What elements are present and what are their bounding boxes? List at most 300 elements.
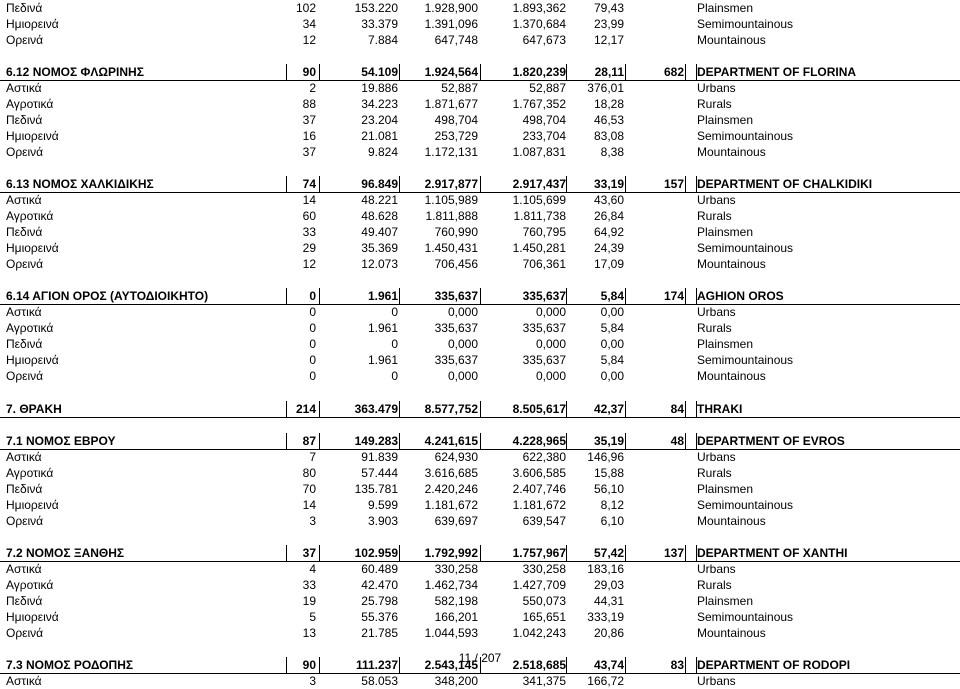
municipality-count-cell: 29 [302, 241, 316, 256]
population-cell: 149.283 [354, 433, 398, 448]
table-row [0, 32, 960, 48]
municipality-count-cell: 33 [302, 577, 316, 592]
altitude-code-cell [626, 609, 684, 625]
english-name-cell: Rurals [697, 97, 732, 112]
english-name-cell: Mountainous [697, 33, 766, 48]
english-name-cell: Plainsmen [697, 593, 754, 608]
english-name-cell: Mountainous [697, 625, 766, 640]
english-name-cell: Plainsmen [697, 113, 754, 128]
region-name-cell: Ημιορεινά [6, 609, 59, 624]
altitude-code-cell [626, 320, 684, 336]
land-area-cell: 1.042,243 [512, 625, 566, 640]
municipality-count-cell: 87 [302, 433, 316, 448]
altitude-code-cell [626, 368, 684, 384]
english-name-cell: Semimountainous [697, 17, 794, 32]
municipality-count-cell: 37 [302, 113, 316, 128]
total-area-cell: 624,930 [434, 449, 478, 464]
altitude-code-cell [626, 304, 684, 320]
table-row [0, 625, 960, 641]
region-name-cell: Πεδινά [6, 593, 43, 608]
density-cell: 56,10 [593, 481, 624, 496]
region-name-cell: Πεδινά [6, 225, 43, 240]
land-area-cell: 1.893,362 [512, 1, 566, 15]
density-cell: 57,42 [593, 545, 624, 560]
english-name-cell: DEPARTMENT OF RODOPI [697, 657, 851, 672]
english-name-cell: Rurals [697, 209, 732, 224]
altitude-code-cell: 137 [663, 545, 684, 560]
region-name-cell: Ορεινά [6, 625, 44, 640]
table-row [0, 144, 960, 160]
total-area-cell: 1.172,131 [424, 145, 478, 160]
english-name-cell: Rurals [697, 321, 732, 336]
altitude-code-cell [626, 96, 684, 112]
region-name-cell: Πεδινά [6, 1, 43, 15]
english-name-cell: AGHION OROS [697, 289, 784, 304]
english-name-cell: Urbans [697, 305, 736, 320]
region-name-cell: Αγροτικά [6, 321, 54, 336]
municipality-count-cell: 37 [302, 145, 316, 160]
population-cell: 57.444 [361, 465, 398, 480]
land-area-cell: 1.450,281 [512, 241, 566, 256]
total-area-cell: 1.181,672 [424, 497, 478, 512]
column-divider [685, 433, 686, 449]
land-area-cell: 760,795 [522, 225, 566, 240]
density-cell: 5,84 [600, 353, 624, 368]
land-area-cell: 2.407,746 [512, 481, 566, 496]
population-cell: 21.785 [361, 625, 398, 640]
altitude-code-cell: 84 [670, 401, 684, 416]
total-area-cell: 582,198 [434, 593, 478, 608]
density-cell: 376,01 [587, 81, 624, 96]
density-cell: 18,28 [593, 97, 624, 112]
land-area-cell: 341,375 [522, 673, 566, 688]
region-name-cell: 7.3 ΝΟΜΟΣ ΡΟΔΟΠΗΣ [6, 657, 134, 672]
region-name-cell: 6.13 ΝΟΜΟΣ ΧΑΛΚΙΔΙΚΗΣ [6, 177, 154, 192]
english-name-cell: Rurals [697, 465, 732, 480]
land-area-cell: 0,000 [535, 337, 566, 352]
land-area-cell: 0,000 [535, 305, 566, 320]
land-area-cell: 1.427,709 [512, 577, 566, 592]
altitude-code-cell [626, 673, 684, 689]
density-cell: 146,96 [587, 449, 624, 464]
municipality-count-cell: 74 [302, 177, 316, 192]
table-row [0, 256, 960, 272]
region-name-cell: 7.1 ΝΟΜΟΣ ΕΒΡΟΥ [6, 433, 116, 448]
table-row [0, 208, 960, 224]
region-name-cell: Αστικά [6, 673, 42, 688]
column-divider [685, 545, 686, 561]
total-area-cell: 1.924,564 [424, 65, 478, 80]
table-row [0, 0, 960, 16]
total-area-cell: 166,201 [434, 609, 478, 624]
municipality-count-cell: 3 [309, 673, 316, 688]
altitude-code-cell [626, 561, 684, 577]
land-area-cell: 1.181,672 [512, 497, 566, 512]
density-cell: 0,00 [600, 305, 624, 320]
total-area-cell: 1.928,900 [424, 1, 478, 15]
total-area-cell: 52,887 [441, 81, 478, 96]
total-area-cell: 498,704 [434, 113, 478, 128]
land-area-cell: 550,073 [522, 593, 566, 608]
land-area-cell: 3.606,585 [512, 465, 566, 480]
population-cell: 91.839 [361, 449, 398, 464]
population-cell: 21.081 [361, 129, 398, 144]
population-cell: 0 [391, 369, 398, 384]
density-cell: 0,00 [600, 337, 624, 352]
population-cell: 35.369 [361, 241, 398, 256]
english-name-cell: Urbans [697, 449, 736, 464]
density-cell: 43,60 [593, 193, 624, 208]
municipality-count-cell: 12 [302, 257, 316, 272]
total-area-cell: 1.871,677 [424, 97, 478, 112]
altitude-code-cell [626, 208, 684, 224]
english-name-cell: Plainsmen [697, 337, 754, 352]
section-header-row [0, 433, 960, 450]
english-name-cell: Urbans [697, 561, 736, 576]
land-area-cell: 8.505,617 [512, 401, 566, 416]
region-name-cell: Αγροτικά [6, 209, 54, 224]
english-name-cell: Semimountainous [697, 609, 794, 624]
total-area-cell: 2.420,246 [424, 481, 478, 496]
table-row [0, 192, 960, 208]
english-name-cell: Mountainous [697, 513, 766, 528]
blank-row [0, 48, 960, 64]
municipality-count-cell: 13 [302, 625, 316, 640]
land-area-cell: 4.228,965 [512, 433, 566, 448]
section-header-row [0, 545, 960, 562]
density-cell: 79,43 [593, 1, 624, 15]
table-row [0, 561, 960, 577]
total-area-cell: 0,000 [447, 305, 478, 320]
land-area-cell: 1.820,239 [512, 65, 566, 80]
section-header-row [0, 64, 960, 81]
total-area-cell: 760,990 [434, 225, 478, 240]
total-area-cell: 706,456 [434, 257, 478, 272]
population-cell: 96.849 [361, 177, 398, 192]
density-cell: 29,03 [593, 577, 624, 592]
region-name-cell: Αγροτικά [6, 97, 54, 112]
density-cell: 26,84 [593, 209, 624, 224]
column-divider [685, 64, 686, 80]
altitude-code-cell: 157 [663, 177, 684, 192]
total-area-cell: 1.391,096 [424, 17, 478, 32]
total-area-cell: 348,200 [434, 673, 478, 688]
density-cell: 17,09 [593, 257, 624, 272]
region-name-cell: Πεδινά [6, 113, 43, 128]
population-cell: 1.961 [367, 289, 398, 304]
region-name-cell: Αστικά [6, 561, 42, 576]
table-row [0, 96, 960, 112]
density-cell: 333,19 [587, 609, 624, 624]
population-cell: 42.470 [361, 577, 398, 592]
population-cell: 3.903 [367, 513, 398, 528]
density-cell: 42,37 [593, 401, 624, 416]
land-area-cell: 335,637 [522, 321, 566, 336]
total-area-cell: 2.917,877 [424, 177, 478, 192]
density-cell: 5,84 [600, 289, 624, 304]
municipality-count-cell: 33 [302, 225, 316, 240]
density-cell: 83,08 [593, 129, 624, 144]
region-name-cell: Ημιορεινά [6, 17, 59, 32]
density-cell: 166,72 [587, 673, 624, 688]
altitude-code-cell [626, 240, 684, 256]
population-cell: 1.961 [367, 321, 398, 336]
total-area-cell: 1.105,989 [424, 193, 478, 208]
municipality-count-cell: 0 [309, 305, 316, 320]
region-name-cell: Αστικά [6, 305, 42, 320]
total-area-cell: 330,258 [434, 561, 478, 576]
blank-row [0, 272, 960, 288]
english-name-cell: Semimountainous [697, 497, 794, 512]
total-area-cell: 639,697 [434, 513, 478, 528]
region-name-cell: Ημιορεινά [6, 353, 59, 368]
municipality-count-cell: 14 [302, 193, 316, 208]
land-area-cell: 647,673 [522, 33, 566, 48]
land-area-cell: 639,547 [522, 513, 566, 528]
region-name-cell: 7. ΘΡΑΚΗ [6, 401, 62, 416]
total-area-cell: 1.044,593 [424, 625, 478, 640]
table-row [0, 16, 960, 32]
municipality-count-cell: 0 [309, 289, 316, 304]
population-cell: 0 [391, 305, 398, 320]
section-header-row [0, 176, 960, 193]
population-cell: 60.489 [361, 561, 398, 576]
altitude-code-cell [626, 128, 684, 144]
altitude-code-cell [626, 192, 684, 208]
population-cell: 33.379 [361, 17, 398, 32]
land-area-cell: 233,704 [522, 129, 566, 144]
blank-row [0, 384, 960, 400]
table-row [0, 320, 960, 336]
land-area-cell: 1.767,352 [512, 97, 566, 112]
table-row [0, 593, 960, 609]
altitude-code-cell [626, 577, 684, 593]
total-area-cell: 2.543,145 [424, 657, 478, 672]
region-name-cell: Αγροτικά [6, 577, 54, 592]
altitude-code-cell [626, 0, 684, 16]
population-cell: 363.479 [354, 401, 398, 416]
column-divider [685, 176, 686, 192]
column-divider [685, 288, 686, 304]
table-row [0, 577, 960, 593]
section-header-row [0, 288, 960, 305]
total-area-cell: 335,637 [434, 321, 478, 336]
land-area-cell: 165,651 [522, 609, 566, 624]
density-cell: 24,39 [593, 241, 624, 256]
land-area-cell: 1.811,738 [513, 209, 566, 224]
density-cell: 35,19 [593, 433, 624, 448]
total-area-cell: 0,000 [447, 337, 478, 352]
total-area-cell: 8.577,752 [424, 401, 478, 416]
table-row [0, 240, 960, 256]
municipality-count-cell: 80 [302, 465, 316, 480]
population-cell: 0 [391, 337, 398, 352]
population-cell: 49.407 [361, 225, 398, 240]
english-name-cell: Semimountainous [697, 129, 794, 144]
municipality-count-cell: 0 [309, 321, 316, 336]
population-cell: 55.376 [361, 609, 398, 624]
table-row [0, 112, 960, 128]
density-cell: 43,74 [593, 657, 624, 672]
population-cell: 19.886 [361, 81, 398, 96]
density-cell: 0,00 [600, 369, 624, 384]
density-cell: 33,19 [593, 177, 624, 192]
density-cell: 12,17 [593, 33, 624, 48]
land-area-cell: 706,361 [522, 257, 566, 272]
altitude-code-cell [626, 625, 684, 641]
region-name-cell: 7.2 ΝΟΜΟΣ ΞΑΝΘΗΣ [6, 545, 125, 560]
altitude-code-cell [626, 32, 684, 48]
table-row [0, 609, 960, 625]
table-row [0, 673, 960, 689]
english-name-cell: Plainsmen [697, 225, 754, 240]
english-name-cell: DEPARTMENT OF CHALKIDIKI [697, 177, 873, 192]
population-cell: 34.223 [361, 97, 398, 112]
table-row [0, 481, 960, 497]
municipality-count-cell: 60 [302, 209, 316, 224]
english-name-cell: Mountainous [697, 145, 766, 160]
table-row [0, 465, 960, 481]
land-area-cell: 2.518,685 [512, 657, 566, 672]
english-name-cell: Semimountainous [697, 353, 794, 368]
region-name-cell: Αστικά [6, 81, 42, 96]
altitude-code-cell [626, 465, 684, 481]
population-cell: 54.109 [361, 65, 398, 80]
total-area-cell: 1.811,888 [425, 209, 478, 224]
municipality-count-cell: 0 [309, 353, 316, 368]
english-name-cell: THRAKI [697, 401, 743, 416]
municipality-count-cell: 4 [309, 561, 316, 576]
english-name-cell: Plainsmen [697, 1, 754, 15]
population-cell: 102.959 [354, 545, 398, 560]
english-name-cell: Plainsmen [697, 481, 754, 496]
english-name-cell: DEPARTMENT OF EVROS [697, 433, 845, 448]
population-cell: 111.237 [355, 657, 398, 672]
english-name-cell: Mountainous [697, 257, 766, 272]
land-area-cell: 335,637 [522, 289, 566, 304]
altitude-code-cell [626, 593, 684, 609]
section-header-row [0, 401, 960, 418]
municipality-count-cell: 16 [302, 129, 316, 144]
municipality-count-cell: 90 [302, 65, 316, 80]
municipality-count-cell: 70 [302, 481, 316, 496]
region-name-cell: Ημιορεινά [6, 129, 59, 144]
density-cell: 28,11 [594, 65, 624, 80]
column-divider [685, 401, 686, 417]
altitude-code-cell [626, 16, 684, 32]
land-area-cell: 498,704 [522, 113, 566, 128]
municipality-count-cell: 37 [302, 545, 316, 560]
altitude-code-cell [626, 497, 684, 513]
municipality-count-cell: 5 [309, 609, 316, 624]
municipality-count-cell: 3 [309, 513, 316, 528]
altitude-code-cell: 83 [670, 657, 684, 672]
blank-row [0, 160, 960, 176]
land-area-cell: 1.370,684 [512, 17, 566, 32]
density-cell: 46,53 [593, 113, 624, 128]
altitude-code-cell [626, 481, 684, 497]
region-name-cell: Ορεινά [6, 513, 44, 528]
table-row [0, 128, 960, 144]
density-cell: 23,99 [593, 17, 624, 32]
population-cell: 135.781 [354, 481, 398, 496]
english-name-cell: DEPARTMENT OF FLORINA [697, 65, 857, 80]
english-name-cell: DEPARTMENT OF XANTHI [697, 545, 848, 560]
region-name-cell: 6.14 ΑΓΙΟΝ ΟΡΟΣ (ΑΥΤΟΔΙΟΙΚΗΤΟ) [6, 289, 209, 304]
altitude-code-cell [626, 352, 684, 368]
altitude-code-cell [626, 513, 684, 529]
region-name-cell: Ορεινά [6, 33, 44, 48]
population-cell: 7.884 [367, 33, 398, 48]
density-cell: 44,31 [593, 593, 624, 608]
english-name-cell: Semimountainous [697, 241, 794, 256]
region-name-cell: Αστικά [6, 193, 42, 208]
population-cell: 153.220 [354, 1, 398, 15]
altitude-code-cell [626, 336, 684, 352]
blank-row [0, 417, 960, 433]
total-area-cell: 335,637 [434, 289, 478, 304]
total-area-cell: 0,000 [447, 369, 478, 384]
english-name-cell: Urbans [697, 673, 736, 688]
table-row [0, 352, 960, 368]
land-area-cell: 2.917,437 [512, 177, 566, 192]
land-area-cell: 330,258 [522, 561, 566, 576]
english-name-cell: Rurals [697, 577, 732, 592]
population-cell: 1.961 [367, 353, 398, 368]
density-cell: 64,92 [593, 225, 624, 240]
municipality-count-cell: 34 [302, 17, 316, 32]
altitude-code-cell [626, 449, 684, 465]
density-cell: 183,16 [587, 561, 624, 576]
municipality-count-cell: 0 [309, 337, 316, 352]
total-area-cell: 1.462,734 [424, 577, 478, 592]
region-name-cell: Ορεινά [6, 145, 44, 160]
region-name-cell: Ορεινά [6, 369, 44, 384]
municipality-count-cell: 14 [302, 497, 316, 512]
density-cell: 20,86 [593, 625, 624, 640]
land-area-cell: 335,637 [522, 353, 566, 368]
table-row [0, 224, 960, 240]
region-name-cell: Αστικά [6, 449, 42, 464]
population-cell: 9.824 [367, 145, 398, 160]
land-area-cell: 52,887 [529, 81, 566, 96]
table-row [0, 80, 960, 96]
density-cell: 6,10 [600, 513, 624, 528]
land-area-cell: 622,380 [522, 449, 566, 464]
population-cell: 23.204 [361, 113, 398, 128]
english-name-cell: Urbans [697, 81, 736, 96]
municipality-count-cell: 88 [302, 97, 316, 112]
table-row [0, 497, 960, 513]
municipality-count-cell: 19 [302, 593, 316, 608]
total-area-cell: 335,637 [434, 353, 478, 368]
altitude-code-cell: 682 [663, 65, 684, 80]
region-name-cell: Ορεινά [6, 257, 44, 272]
region-name-cell: Αγροτικά [6, 465, 54, 480]
municipality-count-cell: 214 [295, 401, 316, 416]
population-cell: 48.221 [361, 193, 398, 208]
table-row [0, 336, 960, 352]
municipality-count-cell: 7 [309, 449, 316, 464]
region-name-cell: Ημιορεινά [6, 241, 59, 256]
table-row [0, 449, 960, 465]
municipality-count-cell: 90 [302, 657, 316, 672]
municipality-count-cell: 102 [295, 1, 316, 15]
density-cell: 8,38 [600, 145, 624, 160]
page-number: 11 / 207 [458, 651, 502, 665]
land-area-cell: 1.757,967 [512, 545, 566, 560]
total-area-cell: 647,748 [434, 33, 478, 48]
